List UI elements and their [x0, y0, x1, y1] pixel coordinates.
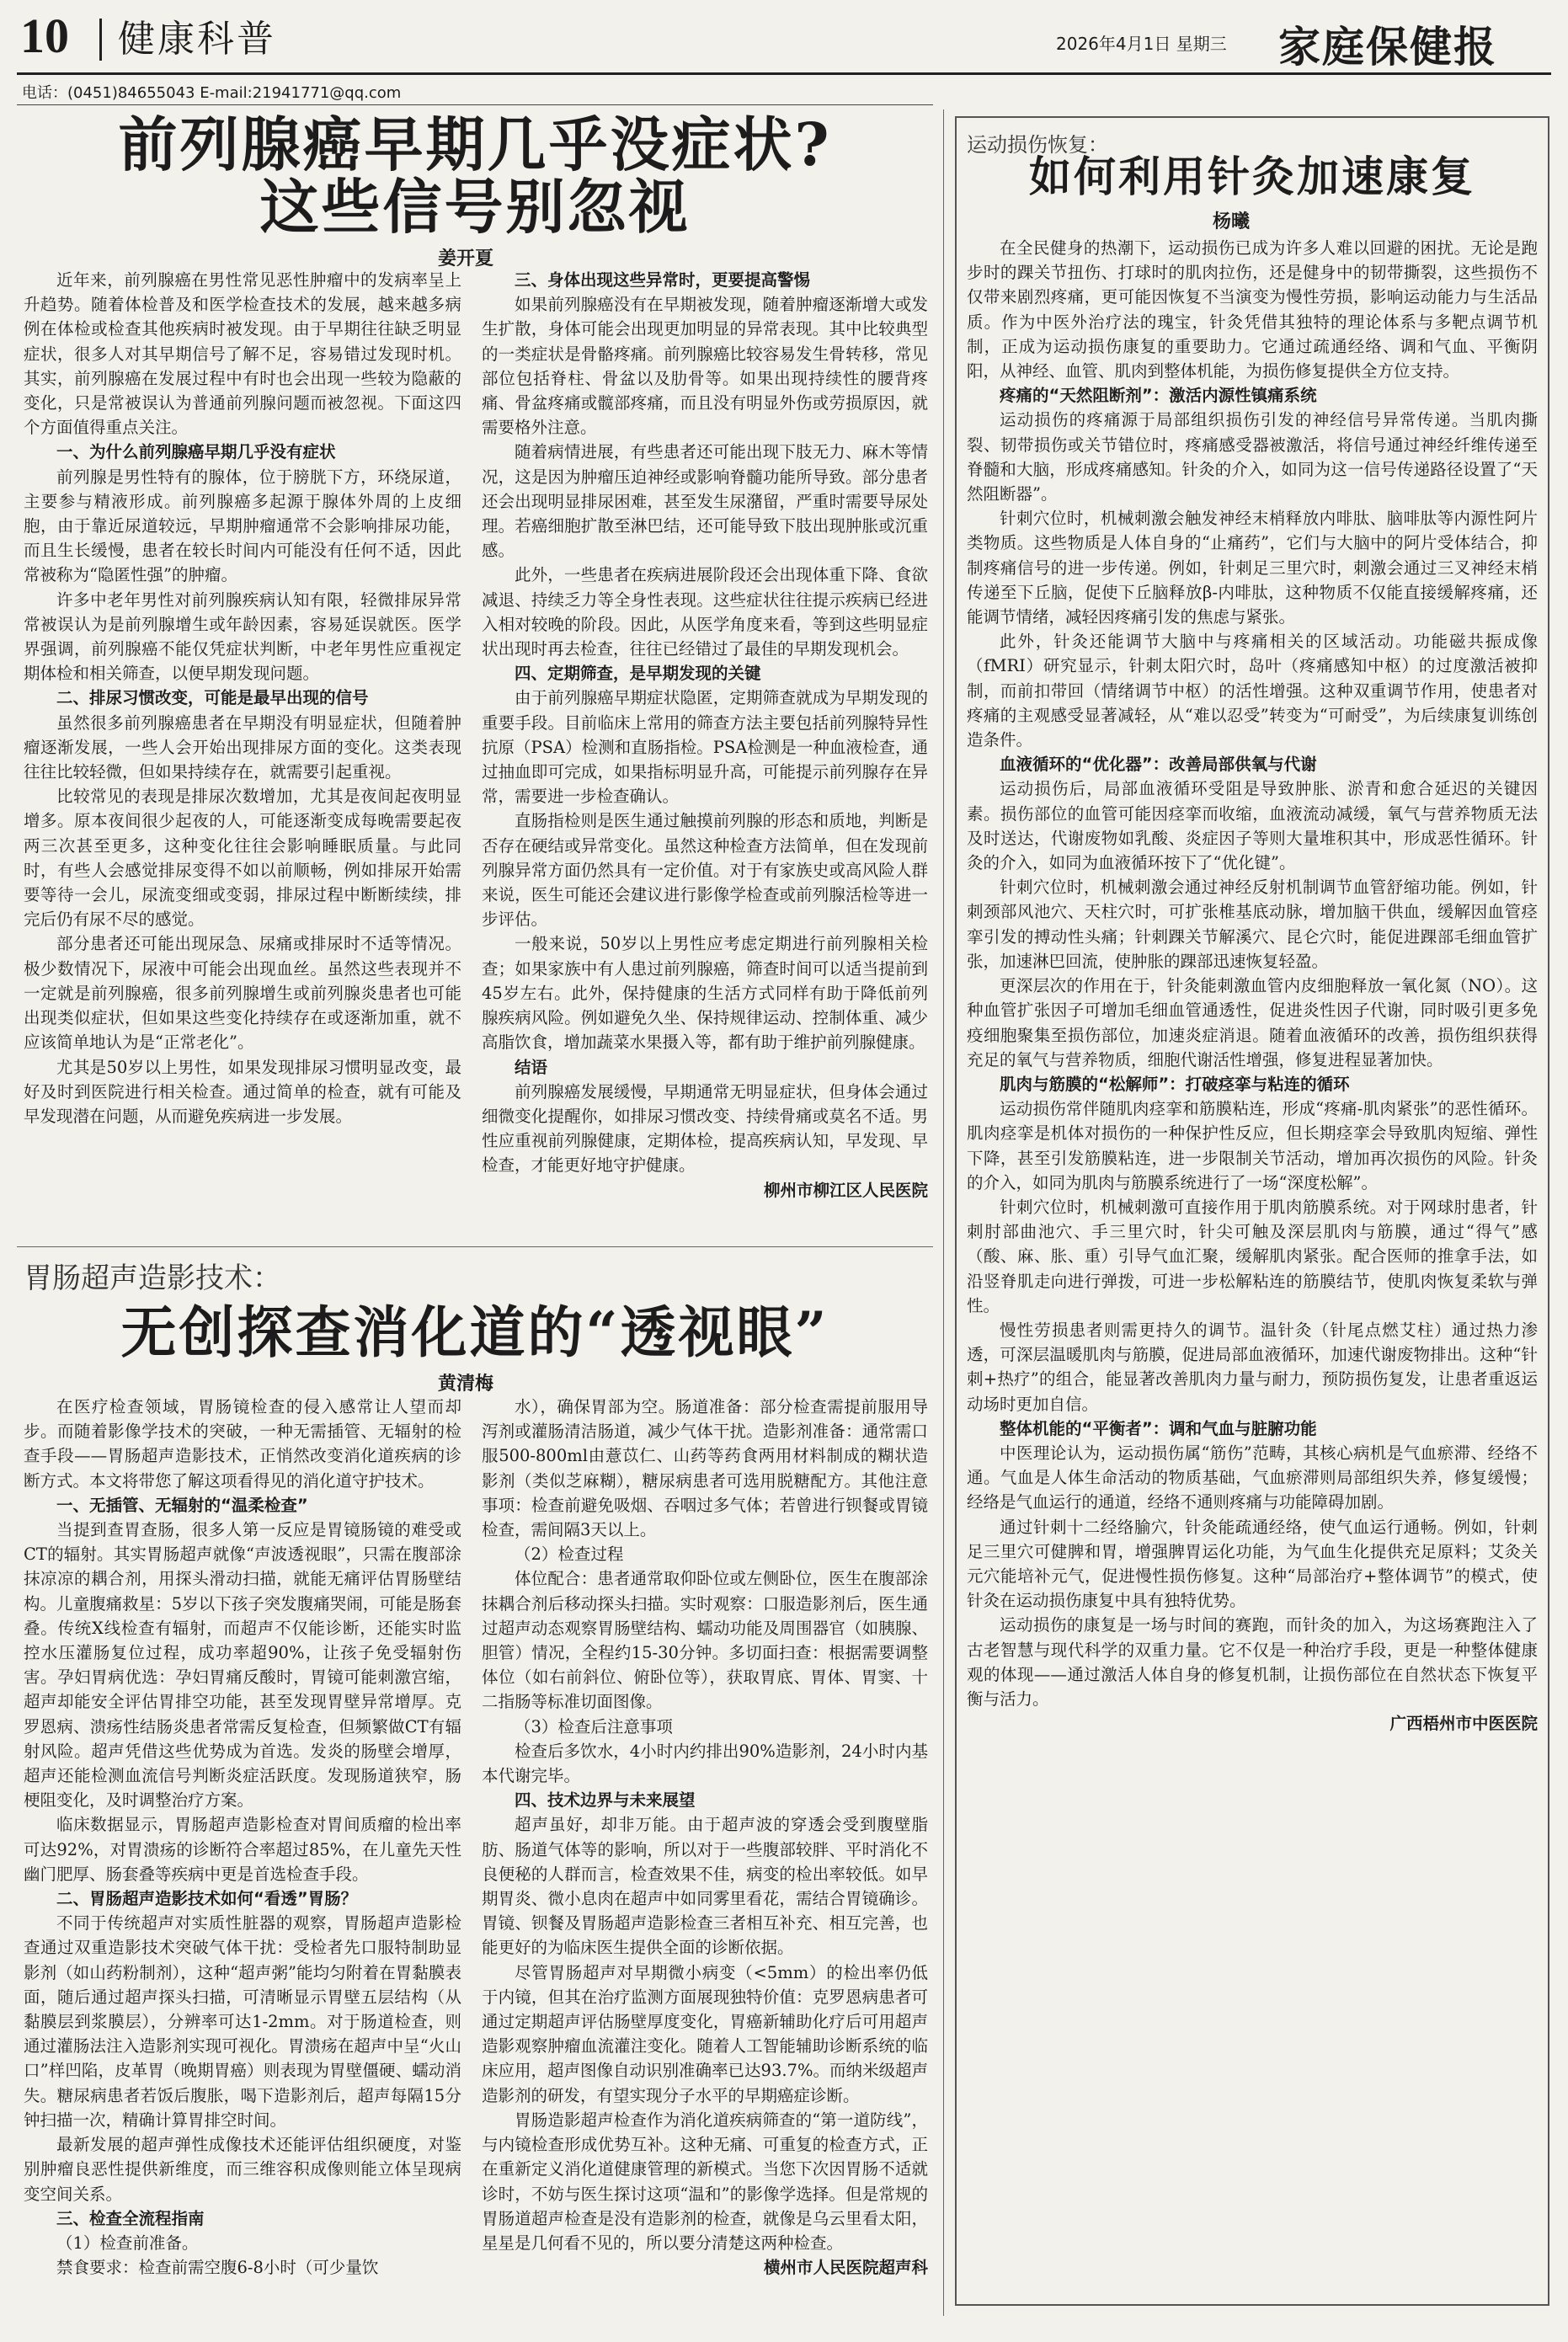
paragraph: 禁食要求：检查前需空腹6-8小时（可少量饮	[56, 2258, 379, 2278]
paragraph: 检查后多饮水，4小时内约排出90%造影剂，24小时内基本代谢完毕。	[482, 1741, 928, 1786]
paragraph: 中医理论认为，运动损伤属“筋伤”范畴，其核心病机是气血瘀滞、经络不通。气血是人体生命活动的物质基础，气血瘀滞则局部组织失养，修复缓慢；经络是气血运行的通道，经络不通则疼痛与功能障碍加剧。	[967, 1443, 1538, 1512]
contact-line: 电话：(0451)84655043 E-mail:21941771@qq.com	[22, 84, 402, 102]
paragraph: 在全民健身的热潮下，运动损伤已成为许多人难以回避的困扰。无论是跑步时的踝关节扭伤、打球时的肌肉拉伤，还是健身中的韧带撕裂，这些损伤不仅带来剧烈疼痛，更可能因恢复不当演变为慢性劳损，影响运动能力与生活品质。作为中医外治疗法的瑰宝，针灸凭借其独特的理论体系与多靶点调节机制，正成为运动损伤康复的重要助力。它通过疏通经络、调和气血、平衡阴阳，从神经、血管、肌肉到整体机能，为损伤修复提供全方位支持。	[967, 238, 1538, 381]
paragraph: 慢性劳损患者则需更持久的调节。温针灸（针尾点燃艾柱）通过热力渗透，可深层温暖肌肉与筋膜，促进局部血液循环，加速代谢废物排出。这种“针刺+热疗”的组合，能显著改善肌肉力量与耐力，预防损伤复发，让患者重返运动场时更加自信。	[967, 1320, 1538, 1414]
paragraph: 此外，一些患者在疾病进展阶段还会出现体重下降、食欲减退、持续乏力等全身性表现。这些症状往往提示疾病已经进入相对较晚的阶段。因此，从医学角度来看，等到这些明显症状出现时再去检查，往往已经错过了最佳的早期发现机会。	[482, 565, 928, 659]
paragraph: 超声虽好，却非万能。由于超声波的穿透会受到腹壁脂肪、肠道气体等的影响，所以对于一些腹部较胖、平时消化不良便秘的人群而言，检查效果不佳，病变的检出率较低。如早期胃炎、微小息肉在超声中如同雾里看花，需结合胃镜确诊。胃镜、钡餐及胃肠超声造影检查三者相互补充、相互完善，也能更好的为临床医生提供全面的诊断依据。	[482, 1815, 928, 1958]
paragraph: 更深层次的作用在于，针灸能刺激血管内皮细胞释放一氧化氮（NO）。这种血管扩张因子可增加毛细血管通透性，促进炎性因子代谢，同时吸引更多免疫细胞聚集至损伤部位，加速炎症消退。随着血液循环的改善，损伤组织获得充足的氧气与营养物质，细胞代谢活性增强，修复进程显著加快。	[967, 976, 1538, 1070]
paragraph: 体位配合：患者通常取仰卧位或左侧卧位，医生在腹部涂抹耦合剂后移动探头扫描。实时观察：口服造影剂后，医生通过超声动态观察胃肠壁结构、蠕动功能及周围器官（如胰腺、胆管）情况，全程约15-30分钟。多切面扫查：根据需要调整体位（如右前斜位、俯卧位等），获取胃底、胃体、胃窦、十二指肠等标准切面图像。	[482, 1569, 928, 1712]
paragraph: 直肠指检则是医生通过触摸前列腺的形态和质地，判断是否存在硬结或异常变化。虽然这种检查方法简单，但在发现前列腺异常方面仍然具有一定价值。对于有家族史或高风险人群来说，医生可能还会建议进行影像学检查或前列腺活检等进一步评估。	[482, 811, 928, 930]
contact-rule	[17, 104, 933, 105]
subheading: 四、技术边界与未来展望	[515, 1790, 696, 1811]
paragraph: 此外，针灸还能调节大脑中与疼痛相关的区域活动。功能磁共振成像（fMRI）研究显示，针刺太阳穴时，岛叶（疼痛感知中枢）的过度激活被抑制，而前扣带回（情绪调节中枢）的活性增强。这种双重调节作用，使患者对疼痛的主观感受显著减轻，从“难以忍受”转变为“可耐受”，为后续康复训练创造条件。	[967, 632, 1538, 750]
article3-body	[967, 236, 1538, 1736]
paragraph: 运动损伤常伴随肌肉痉挛和筋膜粘连，形成“疼痛-肌肉紧张”的恶性循环。肌肉痉挛是机体对损伤的一种保护性反应，但长期痉挛会导致肌肉短缩、弹性下降，甚至引发筋膜粘连，进一步限制关节活动，增加再次损伤的风险。针灸的介入，如同为肌肉与筋膜系统进行了一场“深度松解”。	[967, 1099, 1538, 1192]
paragraph: 随着病情进展，有些患者还可能出现下肢无力、麻木等情况，这是因为肿瘤压迫神经或影响脊髓功能所导致。部分患者还会出现明显排尿困难，甚至发生尿潴留，严重时需要导尿处理。若癌细胞扩散至淋巴结，还可能导致下肢出现肿胀或沉重感。	[482, 442, 928, 561]
article-divider	[17, 1246, 933, 1247]
paragraph: 通过针刺十二经络腧穴，针灸能疏通经络，使气血运行通畅。例如，针刺足三里穴可健脾和胃，增强脾胃运化功能，为气血生化提供充足原料；艾灸关元穴能培补元气，促进慢性损伤修复。这种“局部治疗+整体调节”的模式，使针灸在运动损伤康复中具有独特优势。	[967, 1517, 1538, 1611]
paragraph: 尤其是50岁以上男性，如果发现排尿习惯明显改变，最好及时到医院进行相关检查。通过简单的检查，就有可能及早发现潜在问题，从而避免疾病进一步发展。	[24, 1057, 461, 1126]
page-number: 10	[20, 8, 69, 63]
paragraph: 当提到查胃查肠，很多人第一反应是胃镜肠镜的难受或CT的辐射。其实胃肠超声就像“声波透视眼”，只需在腹部涂抹凉凉的耦合剂，用探头滑动扫描，就能无痛评估胃肠壁结构。儿童腹痛救星：5岁以下孩子突发腹痛哭闹，可能是肠套叠。传统X线检查有辐射，而超声不仅能诊断，还能实时监控水压灌肠复位过程，成功率超90%，让孩子免受辐射伤害。孕妇胃病优选：孕妇胃痛反酸时，胃镜可能刺激宫缩，超声却能安全评估胃排空功能，甚至发现胃壁异常增厚。克罗恩病、溃疡性结肠炎患者常需反复检查，但频繁做CT有辐射风险。超声凭借这些优势成为首选。发炎的肠壁会增厚，超声还能检测血流信号判断炎症活跃度。发现肠道狭窄，肠梗阻变化，及时调整治疗方案。	[24, 1520, 461, 1811]
subheading: 肌肉与筋膜的“松解师”：打破痉挛与粘连的循环	[1000, 1074, 1350, 1094]
article2-column-2	[482, 1395, 928, 2280]
section-title: 健康科普	[118, 18, 276, 61]
hospital-signature: 横州市人民医院超声科	[763, 2258, 928, 2278]
article1-title-line2: 这些信号别忽视	[259, 172, 691, 242]
paragraph: （3）检查后注意事项	[515, 1716, 673, 1736]
paragraph: 近年来，前列腺癌在男性常见恶性肿瘤中的发病率呈上升趋势。随着体检普及和医学检查技术的发展，越来越多病例在体检或检查其他疾病时被发现。由于早期往往缺乏明显症状，很多人对其早期信号了解不足，容易错过发现时机。其实，前列腺癌在发展过程中有时也会出现一些较为隐蔽的变化，只是常被误认为普通前列腺问题而被忽视。下面这四个方面值得重点关注。	[24, 270, 461, 438]
paragraph: 最新发展的超声弹性成像技术还能评估组织硬度，对鉴别肿瘤良恶性提供新维度，而三维容积成像则能立体呈现病变空间关系。	[24, 2135, 461, 2204]
paragraph: （1）检查前准备。	[56, 2233, 199, 2253]
article2-kicker: 胃肠超声造影技术：	[24, 1262, 281, 1295]
article1-column-2	[482, 268, 928, 1203]
paragraph: 虽然很多前列腺癌患者在早期没有明显症状，但随着肿瘤逐渐发展，一些人会开始出现排尿方面的变化。这类表现往往比较轻微，但如果持续存在，就需要引起重视。	[24, 712, 461, 782]
paragraph: 前列腺是男性特有的腺体，位于膀胱下方，环绕尿道，主要参与精液形成。前列腺癌多起源于腺体外周的上皮细胞，由于靠近尿道较远，早期肿瘤通常不会影响排尿功能，而且生长缓慢，患者在较长时间内可能没有任何不适，因此常被称为“隐匿性强”的肿瘤。	[24, 467, 461, 585]
subheading: 血液循环的“优化器”：改善局部供氧与代谢	[1000, 755, 1317, 775]
paragraph: 运动损伤后，局部血液循环受阻是导致肿胀、淤青和愈合延迟的关键因素。损伤部位的血管可能因痉挛而收缩，血液流动减缓，氧气与营养物质无法及时送达，代谢废物如乳酸、炎症因子等则大量堆积其中，形成恶性循环。针灸的介入，如同为血液循环按下了“优化键”。	[967, 779, 1538, 873]
paragraph: 比较常见的表现是排尿次数增加，尤其是夜间起夜明显增多。原本夜间很少起夜的人，可能逐渐变成每晚需要起夜两三次甚至更多，这种变化往往会影响睡眠质量。与此同时，有些人会感觉排尿变得不如以前顺畅，例如排尿开始需要等待一会儿，尿流变细或变弱，排尿过程中断断续续，排完后仍有尿不尽的感觉。	[24, 787, 461, 930]
article1-title-line1: 前列腺癌早期几乎没症状?	[118, 109, 832, 179]
paragraph: 临床数据显示，胃肠超声造影检查对胃间质瘤的检出率可达92%，对胃溃疡的诊断符合率超过85%，在儿童先天性幽门肥厚、肠套叠等疾病中更是首选检查手段。	[24, 1815, 461, 1884]
subheading: 三、身体出现这些异常时，更要提高警惕	[515, 270, 811, 290]
paragraph: 运动损伤的疼痛源于局部组织损伤引发的神经信号异常传递。当肌肉撕裂、韧带损伤或关节错位时，疼痛感受器被激活，将信号通过神经纤维传递至脊髓和大脑，形成疼痛感知。针灸的介入，如同为这一信号传递路径设置了“天然阻断器”。	[967, 410, 1538, 504]
paragraph: 前列腺癌发展缓慢，早期通常无明显症状，但身体会通过细微变化提醒你，如排尿习惯改变、持续骨痛或莫名不适。男性应重视前列腺健康，定期体检，提高疾病认知，早发现、早检查，才能更好地守护健康。	[482, 1081, 928, 1176]
paragraph: 运动损伤的康复是一场与时间的赛跑，而针灸的加入，为这场赛跑注入了古老智慧与现代科学的双重力量。它不仅是一种治疗手段，更是一种整体健康观的体现——通过激活人体自身的修复机制，让损伤部位在自然状态下恢复平衡与活力。	[967, 1615, 1538, 1709]
paragraph: 在医疗检查领域，胃肠镜检查的侵入感常让人望而却步。而随着影像学技术的突破，一种无需插管、无辐射的检查手段——胃肠超声造影技术，正悄然改变消化道疾病的诊断方式。本文将带您了解这项看得见的消化道守护技术。	[24, 1397, 461, 1491]
paragraph: 部分患者还可能出现尿急、尿痛或排尿时不适等情况。极少数情况下，尿液中可能会出现血丝。虽然这些表现并不一定就是前列腺癌，很多前列腺增生或前列腺炎患者也可能出现类似症状，但如果这些变化持续存在或逐渐加重，就不应该简单地认为是“正常老化”。	[24, 934, 461, 1053]
article1-author: 姜开夏	[438, 248, 494, 269]
paragraph: 由于前列腺癌早期症状隐匿，定期筛查就成为早期发现的重要手段。目前临床上常用的筛查方法主要包括前列腺特异性抗原（PSA）检测和直肠指检。PSA检测是一种血液检查，通过抽血即可完成，如果指标明显升高，可能提示前列腺存在异常，需要进一步检查确认。	[482, 688, 928, 807]
article1-column-1	[24, 268, 461, 1128]
paragraph: 一般来说，50岁以上男性应考虑定期进行前列腺相关检查；如果家族中有人患过前列腺癌，筛查时间可以适当提前到45岁左右。此外，保持健康的生活方式同样有助于降低前列腺疾病风险。例如避免久坐、保持规律运动、控制体重、减少高脂饮食，增加蔬菜水果摄入等，都有助于维护前列腺健康。	[482, 934, 928, 1053]
paragraph: 胃肠造影超声检查作为消化道疾病筛查的“第一道防线”，与内镜检查形成优势互补。这种无痛、可重复的检查方式，正在重新定义消化道健康管理的新模式。当您下次因胃肠不适就诊时，不妨与医生探讨这项“温和”的影像学选择。但是常规的胃肠道超声检查是没有造影剂的检查，就像是乌云里看太阳，星星是几何看不见的，所以要分清楚这两种检查。	[482, 2110, 928, 2253]
paragraph: 许多中老年男性对前列腺疾病认知有限，轻微排尿异常常被误认为是前列腺增生或年龄因素，容易延误就医。医学界强调，前列腺癌不能仅凭症状判断，中老年男性应重视定期体检和相关筛查，以便早期发现问题。	[24, 590, 461, 684]
article2-column-1	[24, 1395, 461, 2280]
article2-author: 黄清梅	[438, 1373, 494, 1395]
newspaper-masthead: 家庭保健报	[1278, 22, 1497, 72]
subheading: 疼痛的“天然阻断剂”：激活内源性镇痛系统	[1000, 386, 1317, 406]
paragraph: 水），确保胃部为空。肠道准备：部分检查需提前服用导泻剂或灌肠清洁肠道，减少气体干扰。造影剂准备：通常需口服500-800ml由薏苡仁、山药等药食两用材料制成的糊状造影剂（类似芝麻糊），糖尿病患者可选用脱糖配方。其他注意事项：检查前避免吸烟、吞咽过多气体；若曾进行钡餐或胃镜检查，需间隔3天以上。	[482, 1397, 928, 1540]
subheading: 整体机能的“平衡者”：调和气血与脏腑功能	[1000, 1418, 1317, 1438]
paragraph: 尽管胃肠超声对早期微小病变（<5mm）的检出率仍低于内镜，但其在治疗监测方面展现独特价值：克罗恩病患者可通过定期超声评估肠壁厚度变化，胃癌新辅助化疗后可用超声造影观察肿瘤血流灌注变化。随着人工智能辅助诊断系统的临床应用，超声图像自动识别准确率已达93.7%。而纳米级超声造影剂的研发，有望实现分子水平的早期癌症诊断。	[482, 1962, 928, 2105]
header-rule	[17, 72, 1551, 75]
subheading: 一、为什么前列腺癌早期几乎没有症状	[56, 442, 336, 462]
subheading: 二、胃肠超声造影技术如何“看透”胃肠？	[56, 1889, 358, 1909]
paragraph: （2）检查过程	[515, 1544, 624, 1565]
paragraph: 针刺穴位时，机械刺激会触发神经末梢释放内啡肽、脑啡肽等内源性阿片类物质。这些物质是人体自身的“止痛药”，它们与大脑中的阿片受体结合，抑制疼痛信号的进一步传递。例如，针刺足三里穴时，刺激会通过三叉神经末梢传递至下丘脑，促使下丘脑释放β-内啡肽，这种物质不仅能直接缓解疼痛，还能调节情绪，减轻因疼痛引发的焦虑与紧张。	[967, 509, 1538, 627]
header-divider	[99, 19, 102, 61]
article3-kicker: 运动损伤恢复：	[967, 133, 1108, 157]
hospital-signature: 广西梧州市中医医院	[1389, 1714, 1538, 1734]
subheading: 结语	[515, 1057, 548, 1077]
hospital-signature: 柳州市柳江区人民医院	[763, 1180, 928, 1200]
subheading: 四、定期筛查，是早期发现的关键	[515, 664, 761, 684]
paragraph: 针刺穴位时，机械刺激会通过神经反射机制调节血管舒缩功能。例如，针刺颈部风池穴、天柱穴时，可扩张椎基底动脉，增加脑干供血，缓解因血管痉挛引发的搏动性头痛；针刺踝关节解溪穴、昆仑穴时，能促进踝部毛细血管扩张，加速淋巴回流，使肿胀的踝部迅速恢复轻盈。	[967, 878, 1538, 971]
paragraph: 如果前列腺癌没有在早期被发现，随着肿瘤逐渐增大或发生扩散，身体可能会出现更加明显的异常表现。其中比较典型的一类症状是骨骼疼痛。前列腺癌比较容易发生骨转移，常见部位包括脊柱、骨盆以及肋骨等。如果出现持续性的腰背疼痛、骨盆疼痛或髋部疼痛，而且没有明显外伤或劳损原因，就需要格外注意。	[482, 295, 928, 438]
article3-title: 如何利用针灸加速康复	[1029, 152, 1475, 201]
subheading: 一、无插管、无辐射的“温柔检查”	[56, 1495, 308, 1515]
column-divider	[943, 109, 944, 2316]
issue-date: 2026年4月1日 星期三	[1056, 34, 1227, 54]
subheading: 三、检查全流程指南	[56, 2208, 205, 2228]
subheading: 二、排尿习惯改变，可能是最早出现的信号	[56, 688, 369, 708]
article2-title: 无创探查消化道的“透视眼”	[120, 1299, 829, 1365]
paragraph: 不同于传统超声对实质性脏器的观察，胃肠超声造影检查通过双重造影技术突破气体干扰：受检者先口服特制助显影剂（如山药粉制剂），这种“超声粥”能均匀附着在胃黏膜表面，随后通过超声探头扫描，可清晰显示胃壁五层结构（从黏膜层到浆膜层），分辨率可达1-2mm。对于肠道检查，则通过灌肠法注入造影剂实现可视化。胃溃疡在超声中呈“火山口”样凹陷，皮革胃（晚期胃癌）则表现为胃壁僵硬、蠕动消失。糖尿病患者若饭后腹胀，喝下造影剂后，超声每隔15分钟扫描一次，精确计算胃排空时间。	[24, 1913, 461, 2130]
article3-author: 杨曦	[1213, 211, 1251, 232]
paragraph: 针刺穴位时，机械刺激可直接作用于肌肉筋膜系统。对于网球肘患者，针刺肘部曲池穴、手三里穴时，针尖可触及深层肌肉与筋膜，通过“得气”感（酸、麻、胀、重）引导气血汇聚，缓解肌肉紧张。配合医师的推拿手法，如沿竖脊肌走向进行弹拨，可进一步松解粘连的筋膜结节，使肌肉恢复柔软与弹性。	[967, 1197, 1538, 1315]
